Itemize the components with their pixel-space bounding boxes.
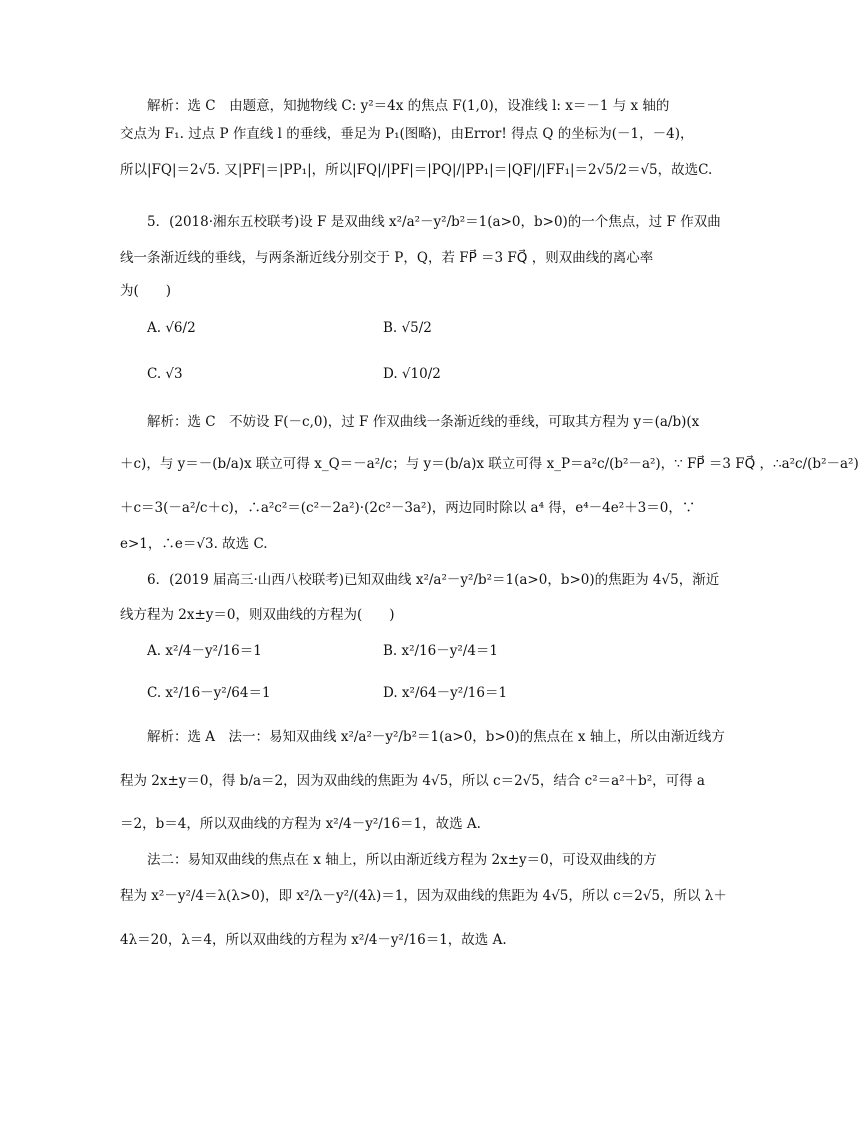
question-5-option-a: A. √6/2: [147, 320, 196, 336]
question-6-option-c: C. x²/16－y²/64＝1: [147, 685, 271, 701]
question-5-stem-line-1: 5．(2018·湘东五校联考)设 F 是双曲线 x²/a²－y²/b²＝1(a>0，b>0)的一个焦点，过 F 作双曲: [147, 214, 721, 230]
solution-5-line-2: ＋c)，与 y＝－(b/a)x 联立可得 x_Q＝－a²/c；与 y＝(b/a)x 联立可得 x_P＝a²c/(b²－a²)，∵ FP⃗ ＝3 FQ⃗ ，∴a²c/(b²－a²): [120, 456, 859, 472]
solution-5-line-1: 解析：选 C 不妨设 F(－c,0)，过 F 作双曲线一条渐近线的垂线，可取其方程为 y＝(a/b)(x: [147, 414, 700, 430]
question-6-stem-line-1: 6．(2019 届高三·山西八校联考)已知双曲线 x²/a²－y²/b²＝1(a>0，b>0)的焦距为 4√5，渐近: [147, 572, 720, 588]
solution-6-line-4: 法二：易知双曲线的焦点在 x 轴上，所以由渐近线方程为 2x±y＝0，可设双曲线的方: [147, 852, 657, 868]
question-6-option-b: B. x²/16－y²/4＝1: [383, 643, 499, 659]
solution-6-line-1: 解析：选 A 法一：易知双曲线 x²/a²－y²/b²＝1(a>0，b>0)的焦点在 x 轴上，所以由渐近线方: [147, 729, 725, 745]
solution-6-line-3: ＝2，b＝4，所以双曲线的方程为 x²/4－y²/16＝1，故选 A.: [120, 816, 481, 832]
question-6-stem-line-2: 线方程为 2x±y＝0，则双曲线的方程为( ): [120, 607, 395, 623]
question-6-option-d: D. x²/64－y²/16＝1: [383, 685, 508, 701]
solution-6-line-5: 程为 x²－y²/4＝λ(λ>0)，即 x²/λ－y²/(4λ)＝1，因为双曲线的焦距为 4√5，所以 c＝2√5，所以 λ＋: [120, 888, 727, 904]
solution-6-line-6: 4λ＝20，λ＝4，所以双曲线的方程为 x²/4－y²/16＝1，故选 A.: [120, 932, 507, 948]
question-5-stem-line-2: 线一条渐近线的垂线，与两条渐近线分别交于 P，Q，若 FP⃗ ＝3 FQ⃗ ，则双曲线的离心率: [120, 250, 654, 266]
solution-4-line-1: 解析：选 C 由题意，知抛物线 C: y²＝4x 的焦点 F(1,0)，设准线 l: x＝－1 与 x 轴的: [147, 98, 670, 114]
question-5-option-b: B. √5/2: [383, 320, 432, 336]
question-6-option-a: A. x²/4－y²/16＝1: [147, 643, 262, 659]
solution-6-line-2: 程为 2x±y＝0，得 b/a＝2，因为双曲线的焦距为 4√5，所以 c＝2√5，结合 c²＝a²＋b²，可得 a: [120, 773, 705, 789]
solution-4-line-3: 所以|FQ|＝2√5. 又|PF|＝|PP₁|，所以|FQ|/|PF|＝|PQ|/|PP₁|＝|QF|/|FF₁|＝2√5/2＝√5，故选C.: [120, 162, 713, 178]
question-5-stem-line-3: 为( ): [120, 283, 172, 299]
solution-4-line-2: 交点为 F₁. 过点 P 作直线 l 的垂线，垂足为 P₁(图略)，由Error! 得点 Q 的坐标为(－1，－4)，: [120, 126, 694, 142]
solution-5-line-4: e>1，∴e＝√3. 故选 C.: [120, 536, 268, 552]
solution-5-line-3: ＋c＝3(－a²/c＋c)，∴a²c²＝(c²－2a²)·(2c²－3a²)，两边同时除以 a⁴ 得，e⁴－4e²＋3＝0，∵: [120, 500, 696, 516]
question-5-option-d: D. √10/2: [383, 366, 441, 382]
question-5-option-c: C. √3: [147, 366, 183, 382]
